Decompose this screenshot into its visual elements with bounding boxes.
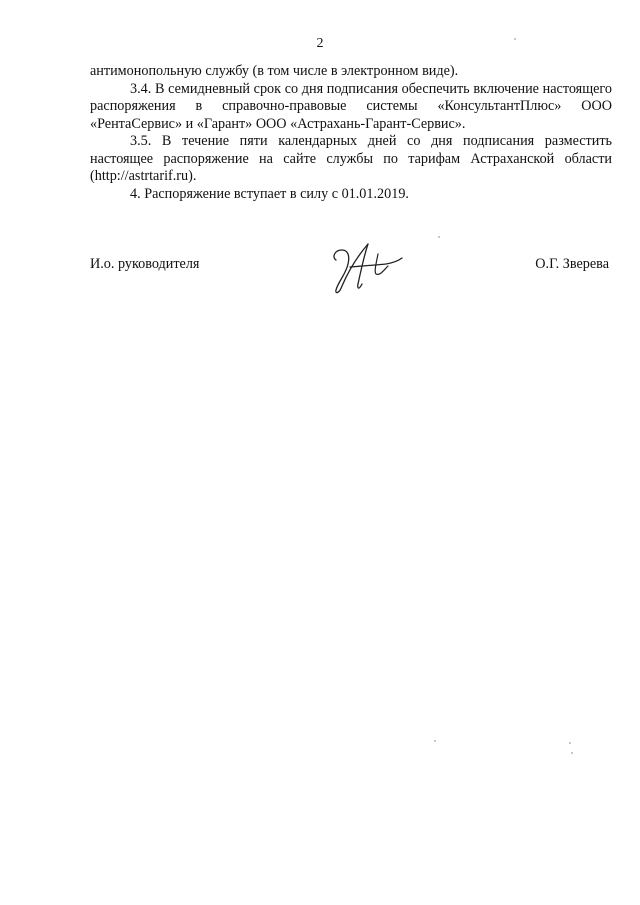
page-number: 2 [316,36,324,51]
scan-speck [514,38,516,40]
scan-speck [438,236,440,238]
paragraph-continuation: антимонопольную службу (в том числе в электронном виде). [90,63,459,79]
scan-speck [569,742,571,744]
document-body [90,63,612,203]
scan-speck [434,740,436,742]
signatory-name: О.Г. Зверева [535,256,609,272]
paragraph-4: 4. Распоряжение вступает в силу с 01.01.2019. [130,185,409,202]
signatory-title: И.о. руководителя [90,256,200,272]
paragraph-3-4: 3.4. В семидневный срок со дня подписания обеспечить включение настоящего распоряжения в справочно-правовые системы «КонсультантПлюс» ООО «РентаСервис» и «Гарант» ООО «Астрахань-Гарант-Сервис». [90,80,612,132]
paragraph-3-5: 3.5. В течение пяти календарных дней со дня подписания разместить настоящее распоряжение на сайте службы по тарифам Астраханской области (http://astrtarif.ru). [90,133,612,184]
scan-speck [571,752,573,754]
handwritten-signature [328,236,408,296]
